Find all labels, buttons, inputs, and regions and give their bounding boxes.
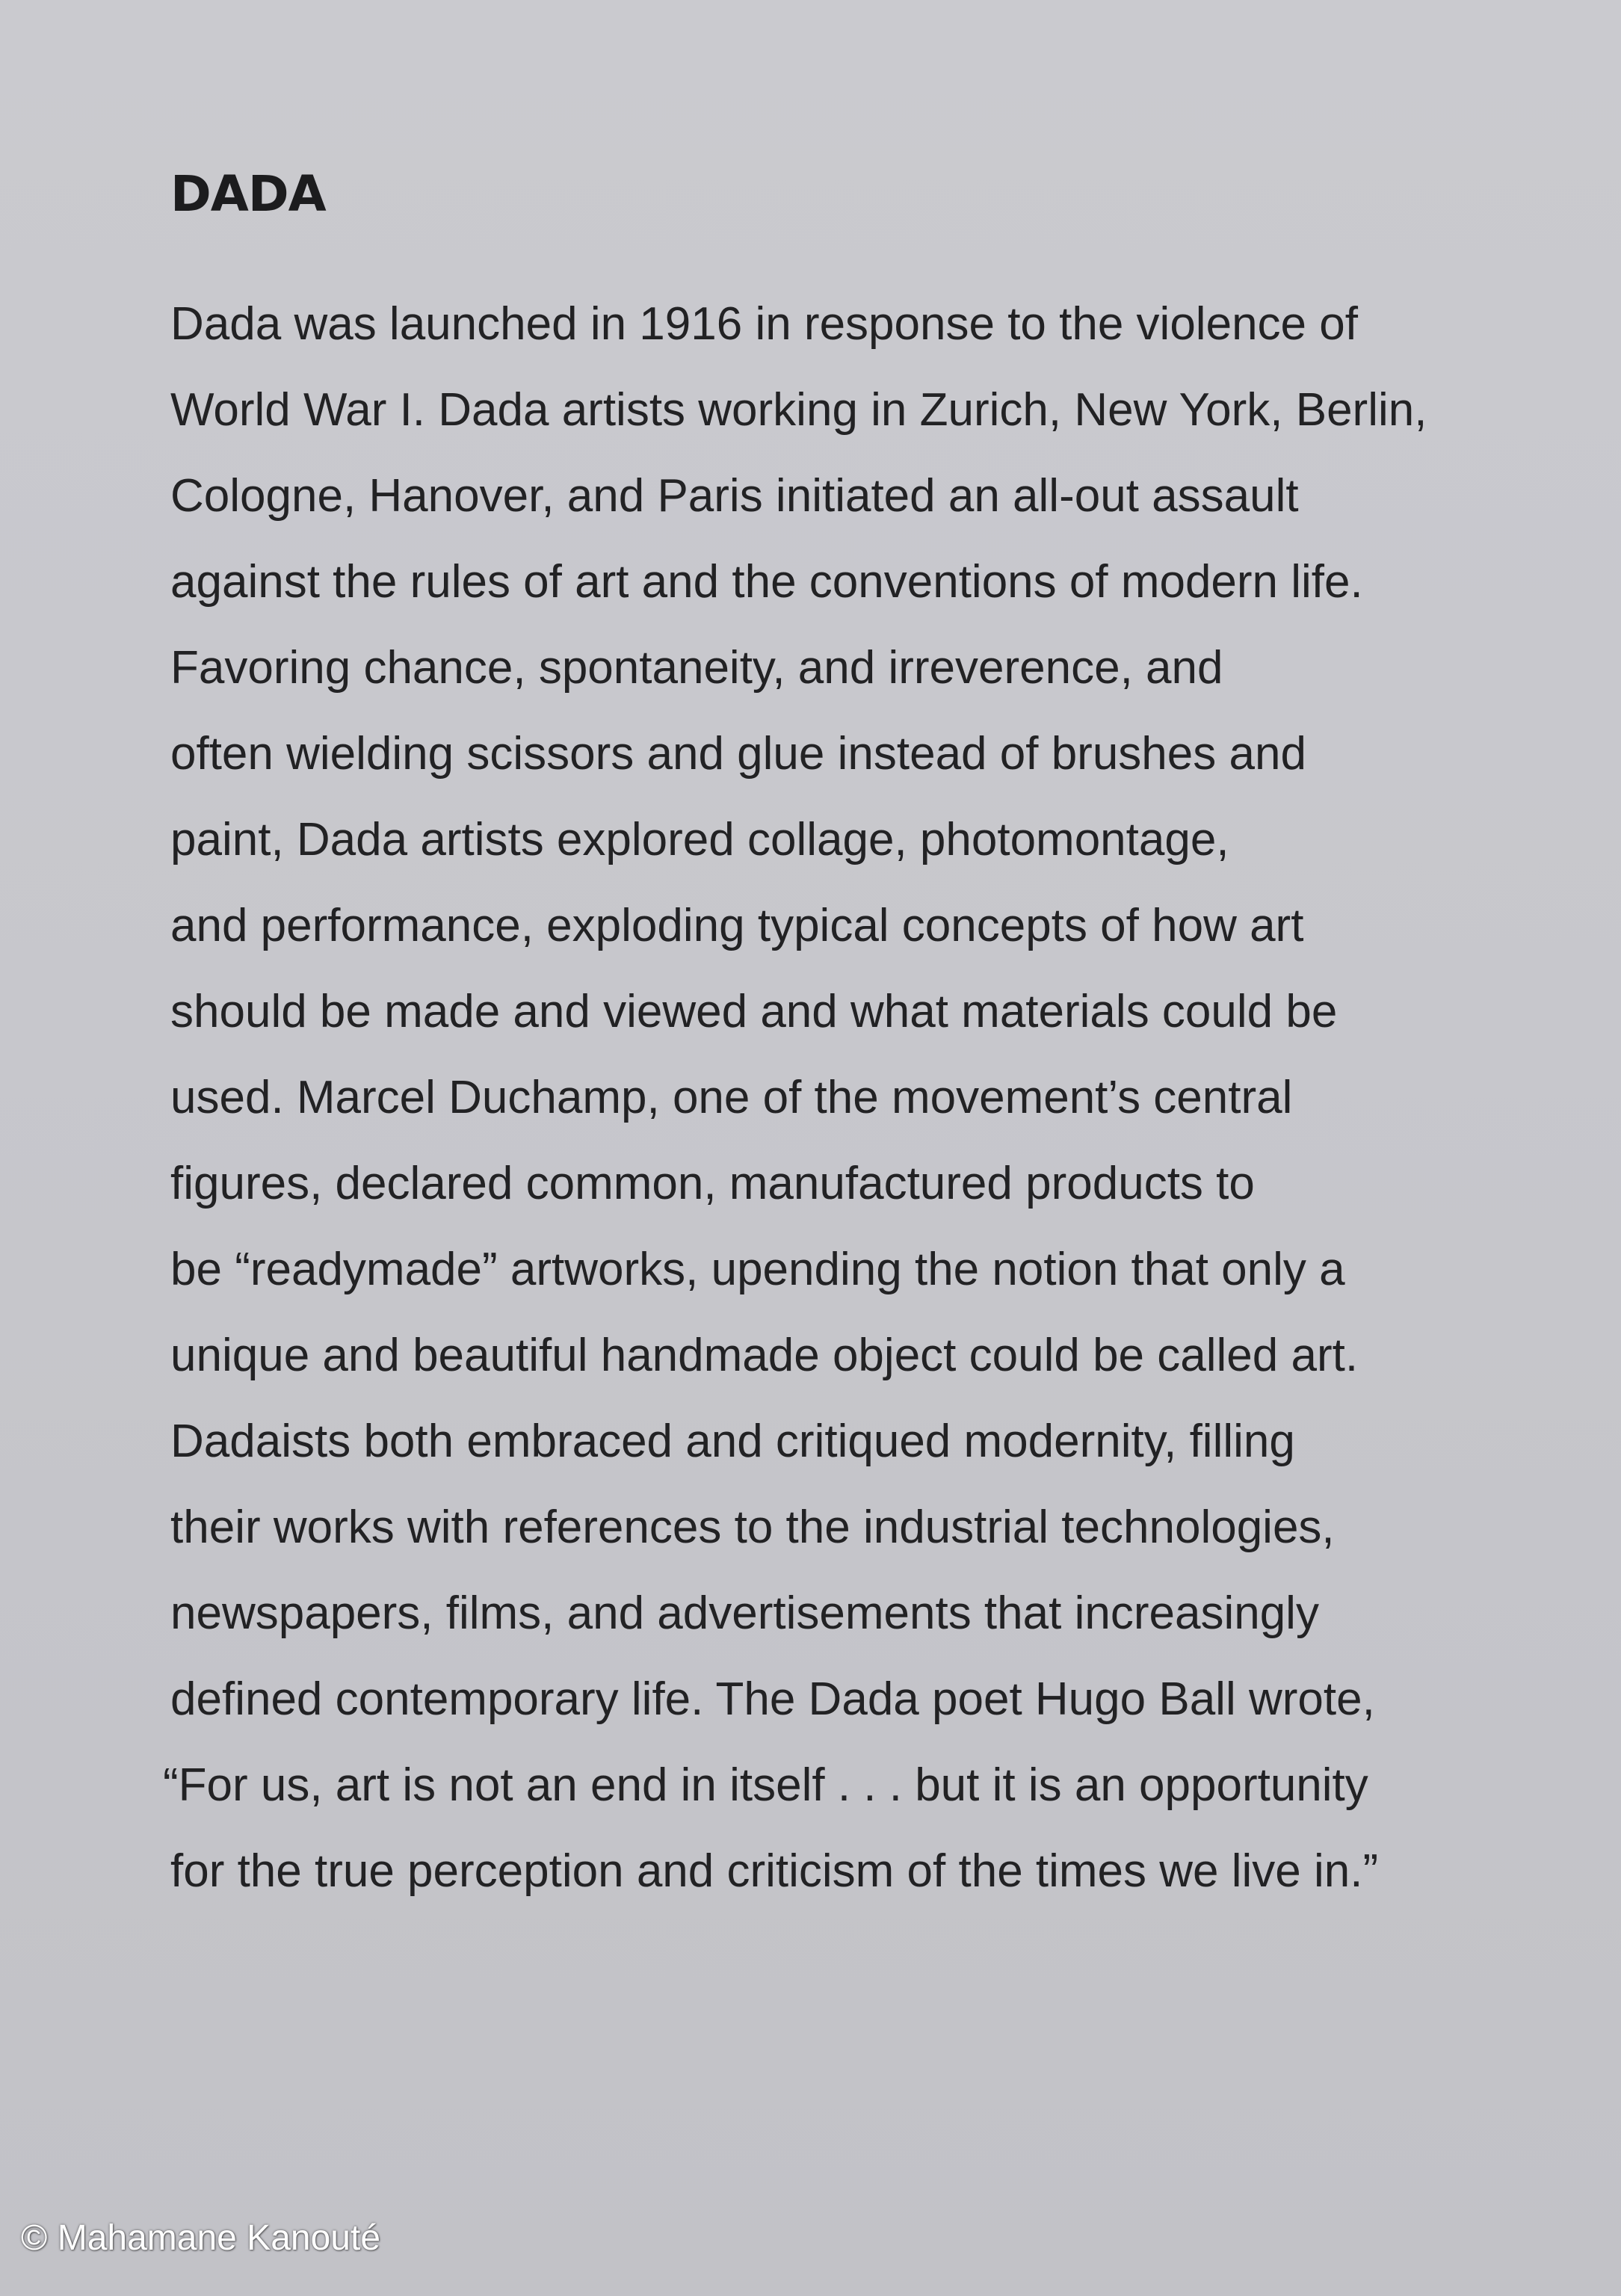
body-line: Dadaists both embraced and critiqued modernity, filling	[170, 1416, 1295, 1467]
body-line: be “readymade” artworks, upending the notion that only a	[170, 1244, 1345, 1295]
body-line: their works with references to the industrial technologies,	[170, 1502, 1335, 1553]
body-line: for the true perception and criticism of the times we live in.”	[170, 1845, 1379, 1897]
body-line: paint, Dada artists explored collage, photomontage,	[170, 814, 1229, 865]
body-line: defined contemporary life. The Dada poet Hugo Ball wrote,	[170, 1673, 1375, 1725]
body-line: Favoring chance, spontaneity, and irreverence, and	[170, 642, 1223, 694]
body-line: Cologne, Hanover, and Paris initiated an all-out assault	[170, 470, 1299, 522]
body-line: unique and beautiful handmade object could be called art.	[170, 1330, 1359, 1381]
body-line: often wielding scissors and glue instead of brushes and	[170, 728, 1306, 780]
photo-credit: © Mahamane Kanouté	[21, 2218, 381, 2258]
label-body	[163, 281, 1486, 1914]
body-line: World War I. Dada artists working in Zurich, New York, Berlin,	[170, 384, 1427, 436]
body-line: should be made and viewed and what materials could be	[170, 986, 1338, 1037]
body-line: used. Marcel Duchamp, one of the movement’s central	[170, 1072, 1293, 1123]
body-line-quote: “For us, art is not an end in itself . . . but it is an opportunity	[163, 1759, 1368, 1811]
body-line: Dada was launched in 1916 in response to the violence of	[170, 298, 1358, 350]
body-line: figures, declared common, manufactured products to	[170, 1158, 1255, 1209]
body-line: and performance, exploding typical concepts of how art	[170, 900, 1304, 951]
label-title: DADA	[170, 165, 326, 223]
body-line: newspapers, films, and advertisements that increasingly	[170, 1587, 1319, 1639]
body-line: against the rules of art and the conventions of modern life.	[170, 556, 1363, 608]
